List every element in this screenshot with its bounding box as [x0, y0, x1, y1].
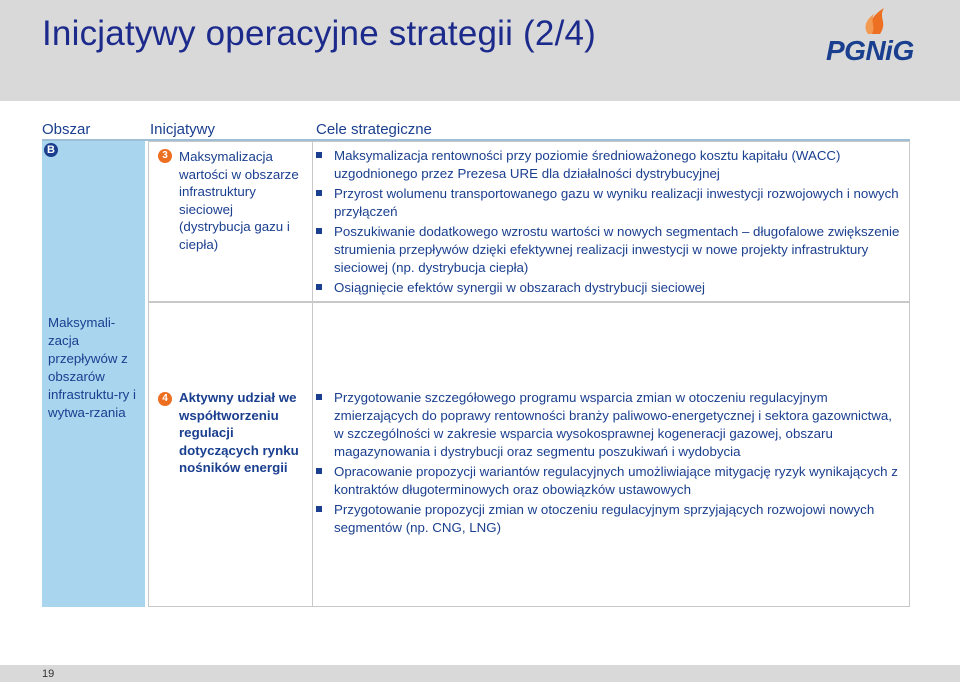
bullet-square-icon — [316, 468, 322, 474]
goal-item: Opracowanie propozycji wariantów regulacyjnych umożliwiające mitygację ryzyk wynikających z kontraktów długoterminowych oraz obowiązków ustawowych — [316, 463, 901, 499]
initiative-title: Aktywny udział we współtworzeniu regulacji dotyczących rynku nośników energii — [179, 390, 299, 475]
obszar-badge: B — [44, 143, 58, 157]
goals-list — [316, 147, 901, 299]
goal-item: Osiągnięcie efektów synergii w obszarach dystrybucji sieciowej — [316, 279, 901, 297]
page-number: 19 — [42, 668, 55, 680]
bullet-square-icon — [316, 152, 322, 158]
goal-item: Przygotowanie propozycji zmian w otoczeniu regulacyjnym sprzyjających rozwojowi nowych segmentów (np. CNG, LNG) — [316, 501, 901, 537]
column-divider — [312, 141, 313, 302]
bullet-square-icon — [316, 190, 322, 196]
column-divider — [312, 302, 313, 607]
initiative-number-badge: 3 — [158, 149, 172, 163]
column-header-cele: Cele strategiczne — [316, 121, 432, 138]
obszar-label: Maksymali-zacja przepływów z obszarów infrastruktu-ry i wytwa-rzania — [48, 315, 136, 420]
goal-item: Przygotowanie szczegółowego programu wsparcia zmian w otoczeniu regulacyjnym zmierzających do poprawy rentowności branży paliwowo-energetycznej i sektora gazownictwa, w szczególności w zakresie wsparcia wysokosprawnej kogeneracji gazowej, obszaru magazynowania i dystrybucji oraz segmentu poszukiwań i wydobycia — [316, 389, 901, 461]
initiative-title: Maksymalizacja wartości w obszarze infrastruktury sieciowej (dystrybucja gazu i ciepła) — [179, 149, 299, 252]
pgnig-logo-text: PGNiG — [826, 35, 914, 66]
footer-bar — [0, 665, 960, 682]
goals-list — [316, 389, 901, 539]
initiative-number-badge: 4 — [158, 392, 172, 406]
bullet-square-icon — [316, 394, 322, 400]
goal-item: Poszukiwanie dodatkowego wzrostu wartości w nowych segmentach – długofalowe zwiększenie strumienia przepływów dzięki efektywnej realizacji inwestycji w nowe projekty infrastruktury sieciowej (np. dystrybucja ciepła) — [316, 223, 901, 277]
goal-item: Maksymalizacja rentowności przy poziomie średnioważonego kosztu kapitału (WACC) uzgodnionego przez Prezesa URE dla działalności dystrybucyjnej — [316, 147, 901, 183]
goal-item: Przyrost wolumenu transportowanego gazu w wyniku realizacji inwestycji rozwojowych i nowych przyłączeń — [316, 185, 901, 221]
bullet-square-icon — [316, 284, 322, 290]
bullet-square-icon — [316, 506, 322, 512]
page-title: Inicjatywy operacyjne strategii (2/4) — [42, 14, 597, 53]
column-header-obszar: Obszar — [42, 121, 91, 138]
bullet-square-icon — [316, 228, 322, 234]
column-header-inicjatywy: Inicjatywy — [150, 121, 216, 138]
